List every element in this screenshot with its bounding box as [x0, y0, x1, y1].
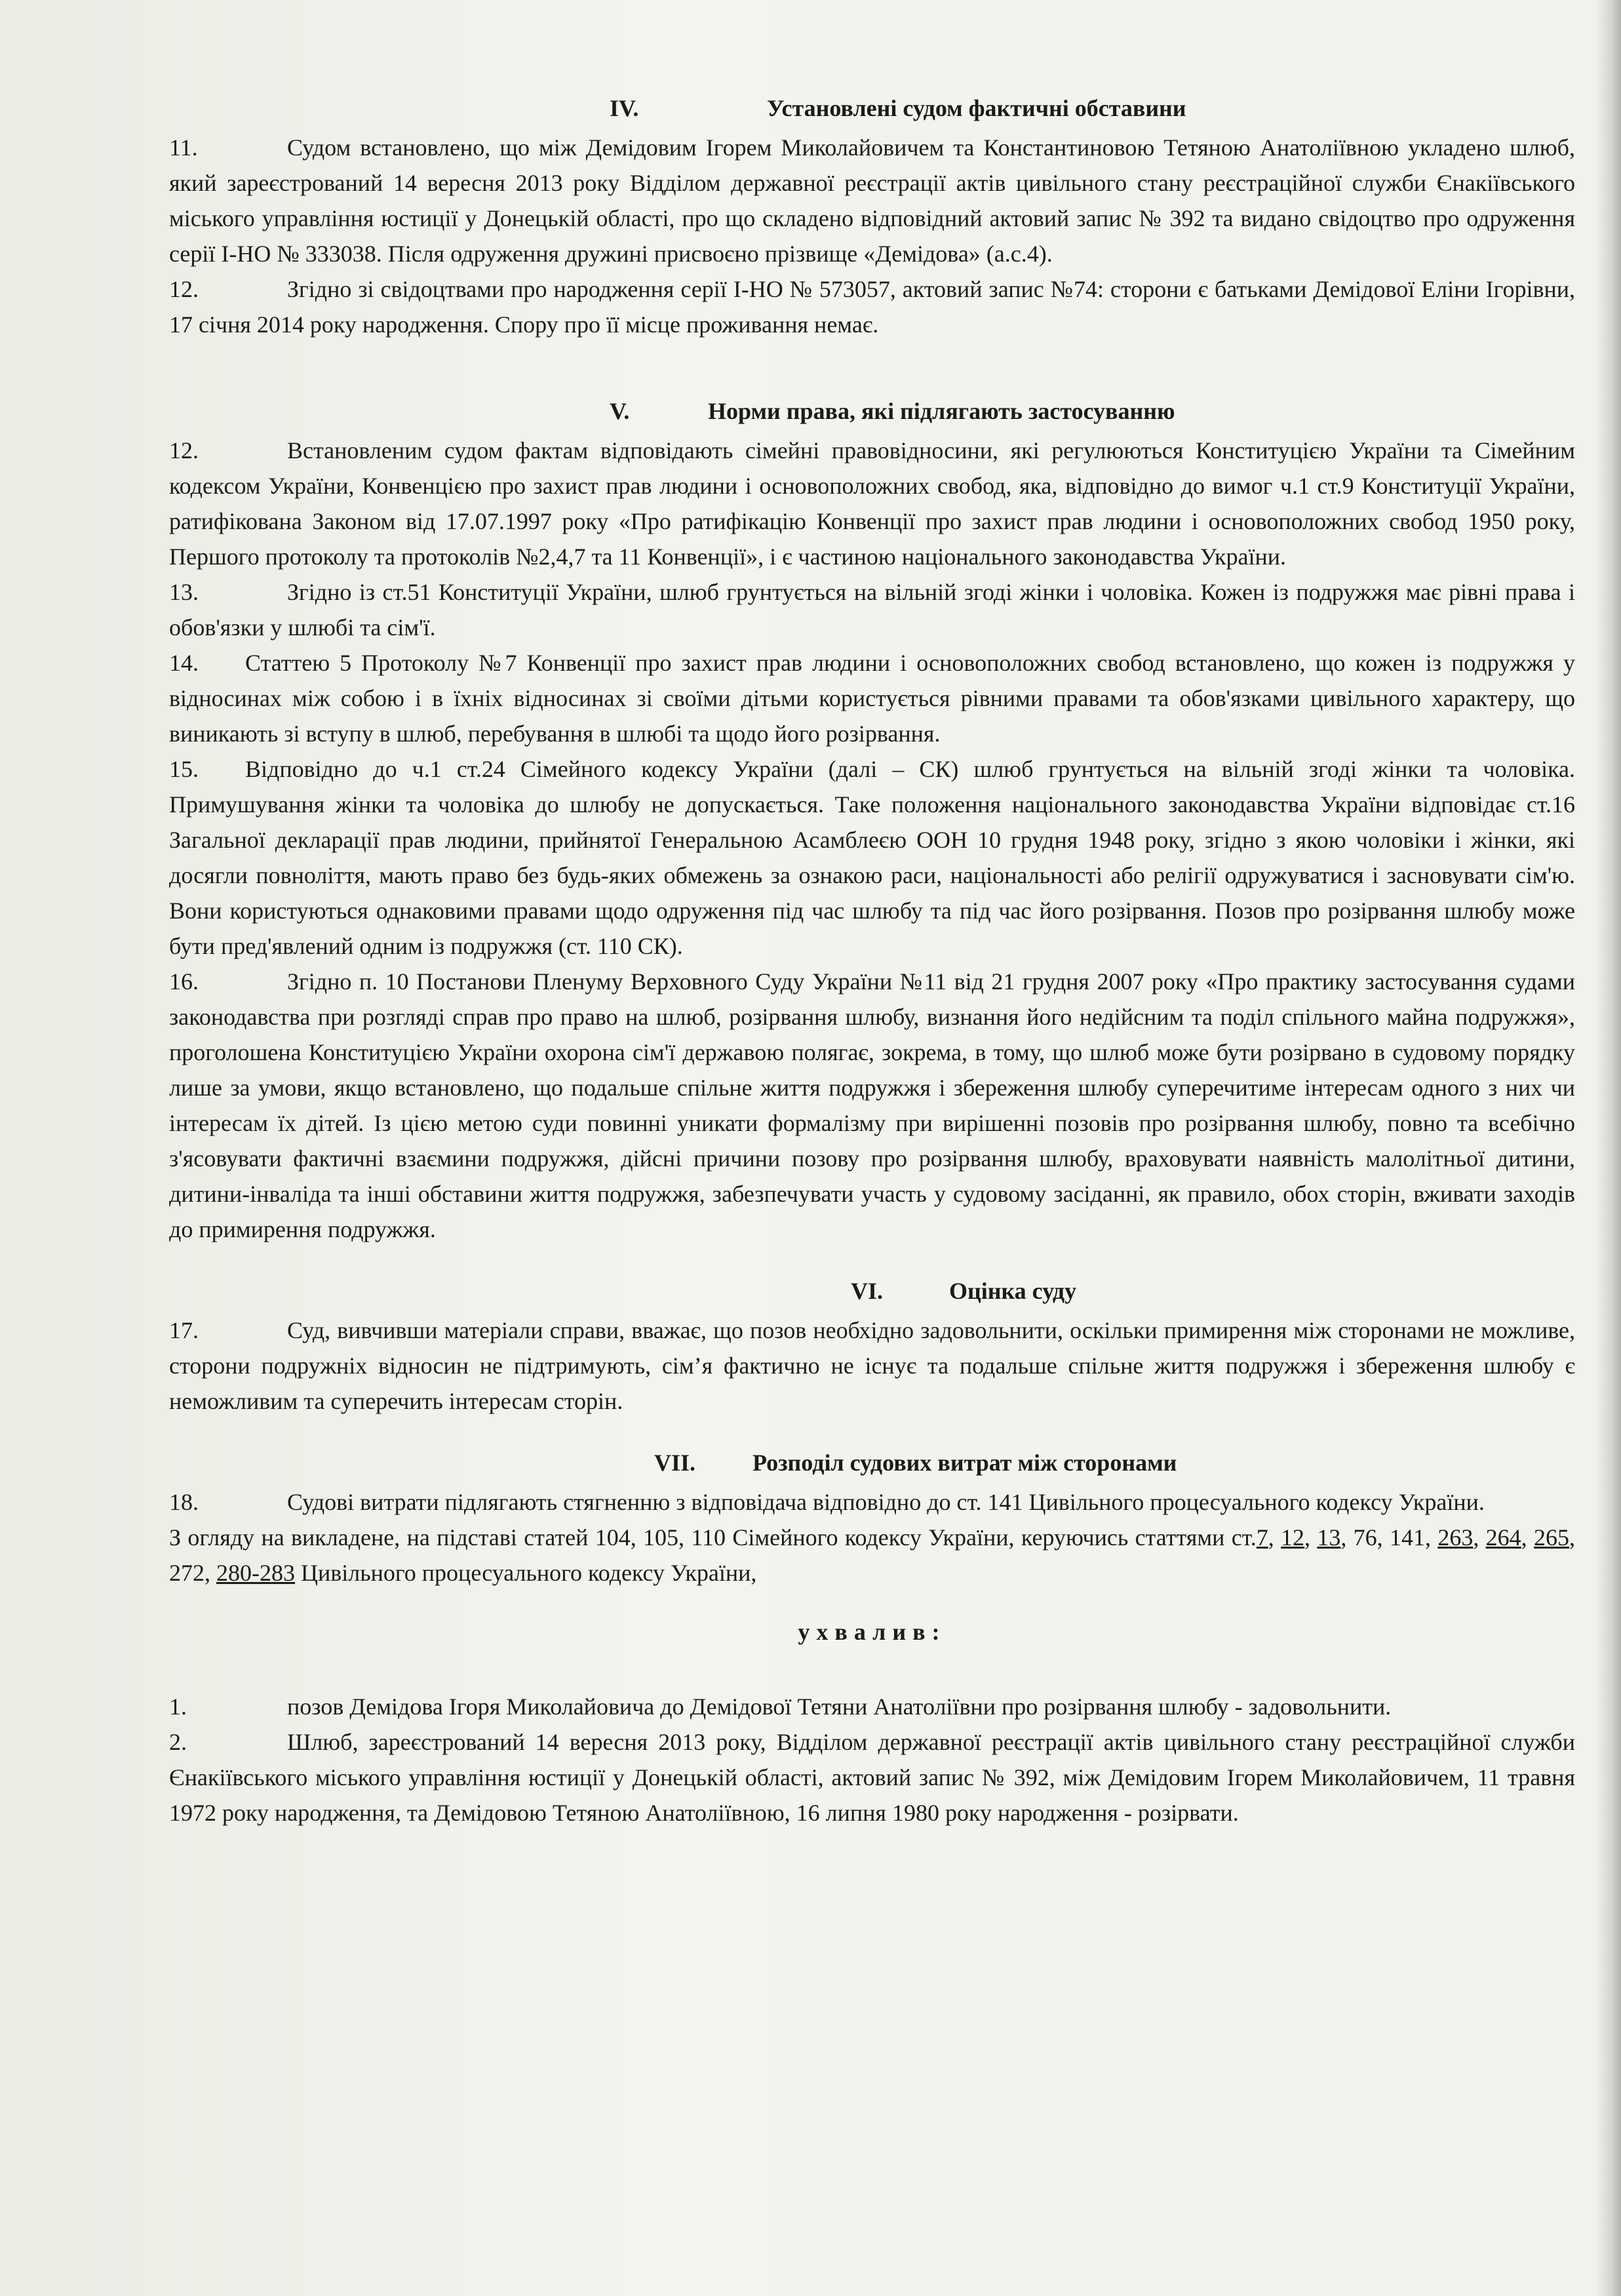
paragraph-12-norms — [169, 433, 1575, 574]
decision-heading: ухвалив: — [798, 1619, 947, 1645]
section-heading-vii — [169, 1445, 1575, 1484]
paragraph-15 — [169, 751, 1575, 964]
section-heading-vi — [169, 1273, 1575, 1313]
paragraph-number: 12. — [169, 276, 199, 302]
page-edge-shadow — [1595, 0, 1621, 2296]
section-number: V. — [610, 398, 630, 424]
paragraph-11 — [169, 130, 1575, 271]
paragraph-18 — [169, 1484, 1575, 1520]
decision-item-2 — [169, 1724, 1575, 1831]
paragraph-number: 16. — [169, 968, 199, 995]
decision-item-1 — [169, 1689, 1575, 1724]
paragraph-16 — [169, 964, 1575, 1247]
article-ref-link[interactable]: 280-283 — [216, 1560, 295, 1586]
paragraph-number: 17. — [169, 1317, 199, 1343]
decision-text: Шлюб, зареєстрований 14 вересня 2013 року, Відділом державної реєстрації актів цивільного стану реєстраційної служби Єнакіївського міського управління юстиції у Донецькій області, актовий запис № 392, між Демідовим Ігорем Миколайовичем, 11 травня 1972 року народження, та Демідовою Тетяною Анатоліївною, 16 липня 1980 року народження - розірвати. — [169, 1729, 1575, 1826]
paragraph-number: 14. — [169, 650, 199, 676]
paragraph-17 — [169, 1313, 1575, 1419]
article-ref-link[interactable]: 264 — [1485, 1524, 1521, 1551]
document-body — [169, 90, 1575, 1831]
section-number: VII. — [654, 1450, 696, 1476]
paragraph-12 — [169, 271, 1575, 342]
paragraph-13 — [169, 574, 1575, 645]
paragraph-text: Судом встановлено, що між Демідовим Ігорем Миколайовичем та Константиновою Тетяною Анатоліївною укладено шлюб, який зареєстрований 14 вересня 2013 року Відділом державної реєстрації актів цивільного стану реєстраційної служби Єнакіївського міського управління юстиції у Донецькій області, про що складено відповідний актовий запис № 392 та видано свідоцтво про одруження серії І-НО № 333038. Після одруження дружині присвоєно прізвище «Демідова» (а.с.4). — [169, 134, 1575, 267]
article-ref-link[interactable]: 263 — [1437, 1524, 1474, 1551]
paragraph-number: 13. — [169, 579, 199, 605]
considering-paragraph: З огляду на викладене, на підставі статей 104, 105, 110 Сімейного кодексу України, керуючись статтями ст.7, 12, 13, 76, 141, 263, 264, 265, 272, 280-283 Цивільного процесуального кодексу України, — [169, 1524, 1575, 1586]
paragraph-text: Суд, вивчивши матеріали справи, вважає, що позов необхідно задовольнити, оскільки примирення між сторонами не можливе, сторони подружніх відносин не підтримують, сім’я фактично не існує та подальше спільне життя подружжя і збереження шлюбу є неможливим та суперечить інтересам сторін. — [169, 1317, 1575, 1414]
paragraph-text: Згідно із ст.51 Конституції України, шлюб грунтується на вільній згоді жінки і чоловіка. Кожен із подружжя має рівні права і обов'язки у шлюбі та сім'ї. — [169, 579, 1575, 641]
decision-number: 1. — [169, 1693, 187, 1720]
section-title: Норми права, які підлягають застосуванню — [708, 398, 1175, 424]
section-title: Розподіл судових витрат між сторонами — [752, 1450, 1177, 1476]
section-number: IV. — [610, 95, 639, 121]
paragraph-number: 12. — [169, 437, 199, 464]
paragraph-number: 18. — [169, 1489, 199, 1515]
section-title: Установлені судом фактичні обставини — [767, 95, 1186, 121]
article-ref-link[interactable]: 13 — [1317, 1524, 1341, 1551]
paragraph-text: Встановленим судом фактам відповідають сімейні правовідносини, які регулюються Конституцією України та Сімейним кодексом України, Конвенцією про захист прав людини і основоположних свобод, яка, відповідно до вимог ч.1 ст.9 Конституції України, ратифікована Законом від 17.07.1997 року «Про ратифікацію Конвенції про захист прав людини і основоположних свобод 1950 року, Першого протоколу та протоколів №2,4,7 та 11 Конвенції», і є частиною національного законодавства України. — [169, 437, 1575, 570]
paragraph-text: Судові витрати підлягають стягненню з відповідача відповідно до ст. 141 Цивільного процесуального кодексу України. — [287, 1489, 1485, 1515]
section-title: Оцінка суду — [949, 1278, 1077, 1304]
paragraph-number: 11. — [169, 134, 198, 161]
paragraph-text: Згідно зі свідоцтвами про народження серії І-НО № 573057, актовий запис №74: сторони є батьками Демідової Еліни Ігорівни, 17 січня 2014 року народження. Спору про її місце проживання немає. — [169, 276, 1575, 338]
paragraph-14 — [169, 645, 1575, 751]
decision-text: позов Демідова Ігоря Миколайовича до Демідової Тетяни Анатоліївни про розірвання шлюбу - задовольнити. — [287, 1693, 1392, 1720]
section-heading-iv — [169, 90, 1575, 130]
article-ref-link[interactable]: 265 — [1534, 1524, 1569, 1551]
article-ref-link[interactable]: 12 — [1281, 1524, 1305, 1551]
paragraph-text: Відповідно до ч.1 ст.24 Сімейного кодексу України (далі – СК) шлюб грунтується на вільній згоді жінки та чоловіка. Примушування жінки та чоловіка до шлюбу не допускається. Таке положення національного законодавства України відповідає ст.16 Загальної декларації прав людини, прийнятої Генеральною Асамблеєю ООН 10 грудня 1948 року, згідно з якою чоловіки і жінки, які досягли повноліття, мають право без будь-яких обмежень за ознакою раси, національності або релігії одружуватися і засновувати сім'ю. Вони користуються однаковими правами щодо одруження під час шлюбу та під час його розірвання. Позов про розірвання шлюбу може бути пред'явлений одним із подружжя (ст. 110 СК). — [169, 756, 1575, 959]
paragraph-text: Статтею 5 Протоколу №7 Конвенції про захист прав людини і основоположних свобод встановлено, що кожен із подружжя у відносинах між собою і в їхніх відносинах зі своїми дітьми користується рівними правами та обов'язками цивільного характеру, що виникають зі вступу в шлюб, перебування в шлюбі та щодо його розірвання. — [169, 650, 1575, 747]
paragraph-text: Згідно п. 10 Постанови Пленуму Верховного Суду України №11 від 21 грудня 2007 року «Про практику застосування судами законодавства при розгляді справ про право на шлюб, розірвання шлюбу, визнання його недійсним та поділ спільного майна подружжя», проголошена Конституцією України охорона сім'ї державою полягає, зокрема, в тому, що шлюб може бути розірвано в судовому порядку лише за умови, якщо встановлено, що подальше спільне життя подружжя і збереження шлюбу суперечитиме інтересам одного з них чи інтересам їх дітей. Із цією метою суди повинні уникати формалізму при вирішенні позовів про розірвання шлюбу, повно та всебічно з'ясовувати фактичні взаємини подружжя, дійсні причини позову про розірвання шлюбу, враховувати наявність малолітньої дитини, дитини-інваліда та інші обставини життя подружжя, забезпечувати участь у судовому засіданні, як правило, обох сторін, вживати заходів до примирення подружжя. — [169, 968, 1575, 1242]
paragraph-number: 15. — [169, 756, 199, 782]
decision-number: 2. — [169, 1729, 187, 1755]
section-number: VI. — [851, 1278, 884, 1304]
article-ref-link[interactable]: 7 — [1256, 1524, 1268, 1551]
section-heading-v — [169, 393, 1575, 433]
